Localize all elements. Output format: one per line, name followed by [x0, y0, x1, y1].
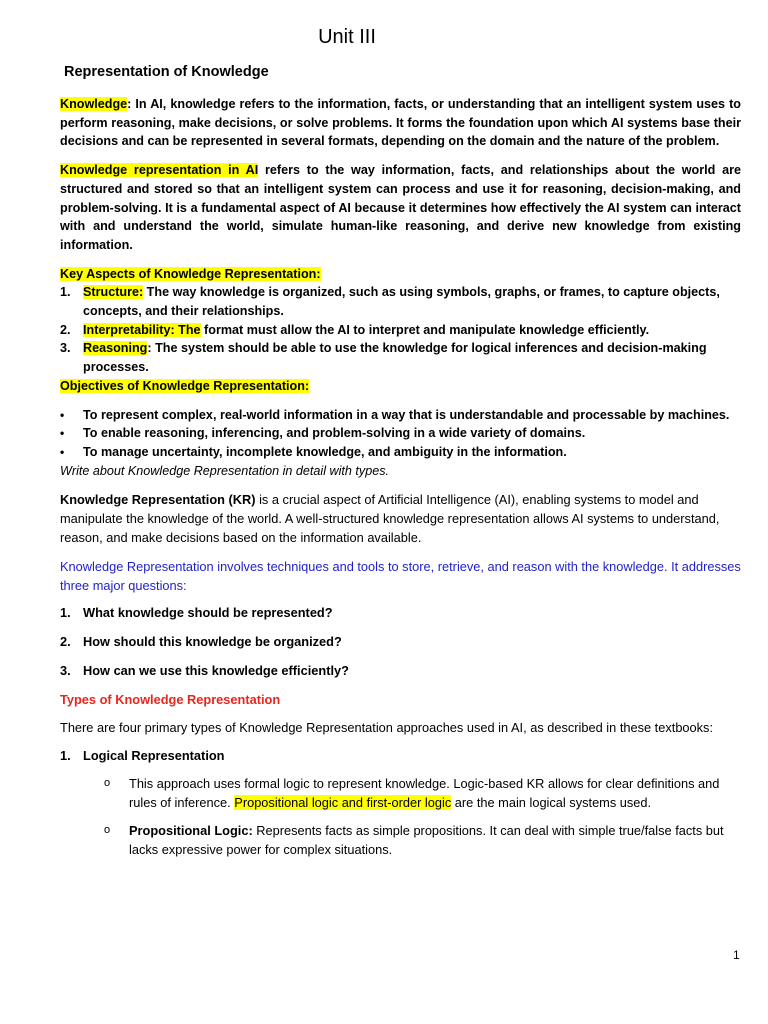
kr-in-ai-paragraph: [60, 161, 741, 255]
document-body: [60, 95, 741, 859]
key-aspect-item: 2. Interpretability: The format must allow the AI to interpret and manipulate knowledge efficiently.: [60, 322, 650, 337]
circle-bullet-icon: o: [104, 824, 111, 837]
logical-representation-item: 1. Logical Representation: [60, 748, 225, 764]
question-item: 3. How can we use this knowledge efficiently?: [60, 663, 349, 679]
bullet-icon: •: [60, 444, 65, 459]
question-item: 2. How should this knowledge be organized?: [60, 634, 342, 650]
knowledge-text: : In AI, knowledge refers to the information, facts, or understanding that an intelligent system uses to perform reasoning, make decisions, or solve problems. It forms the foundation upon which AI systems base their decisions and can be represented in several formats, depending on the domain and the nature of the problem.: [60, 97, 741, 149]
key-aspects-heading: Key Aspects of Knowledge Representation:: [60, 266, 321, 281]
logical-subitem: o Propositional Logic: Represents facts as simple propositions. It can deal with simple true/false facts but lacks expressive power for complex situations.: [104, 823, 724, 858]
question-item: 1. What knowledge should be represented?: [60, 605, 333, 621]
objective-item: • To manage uncertainty, incomplete knowledge, and ambiguity in the information.: [60, 443, 741, 462]
bullet-icon: •: [60, 407, 65, 422]
exam-question: Write about Knowledge Representation in detail with types.: [60, 463, 390, 478]
key-aspect-item: 3. Reasoning: The system should be able to use the knowledge for logical inferences and decision-making processes.: [60, 341, 707, 375]
kr-section: [60, 490, 741, 859]
page-number: 1: [733, 948, 740, 962]
kr-in-ai-text: refers to the way information, facts, and relationships about the world are structured and stored so that an intelligent system can process and use it for reasoning, decision-making, and problem-solving. It is a fundamental aspect of AI because it determines how effectively the AI system can interact with and understand the world, simulate human-like reasoning, and derive new knowledge from existing information.: [60, 163, 741, 252]
kr-in-ai-term: Knowledge representation in AI: [60, 163, 259, 178]
objective-item: • To represent complex, real-world information in a way that is understandable and processable by machines.: [60, 406, 741, 425]
circle-bullet-icon: o: [104, 777, 111, 790]
knowledge-paragraph: [60, 95, 741, 151]
kr-paragraph: [60, 490, 741, 547]
kr-text: is a crucial aspect of Artificial Intelligence (AI), enabling systems to model and manipulate the knowledge of the world. A well-structured knowledge representation allows AI systems to understand, reason, and make decisions based on the information available.: [60, 492, 720, 546]
intro-section: [60, 95, 741, 480]
types-intro: There are four primary types of Knowledge Representation approaches used in AI, as described in these textbooks:: [60, 720, 714, 736]
kr-term: Knowledge Representation (KR): [60, 492, 256, 508]
bullet-icon: •: [60, 426, 65, 441]
types-heading: Types of Knowledge Representation: [60, 692, 281, 708]
objectives-heading: Objectives of Knowledge Representation:: [60, 378, 310, 393]
section-title: Representation of Knowledge: [64, 64, 269, 80]
unit-title: Unit III: [318, 26, 376, 48]
knowledge-term: Knowledge: [60, 97, 128, 111]
objective-item: • To enable reasoning, inferencing, and problem-solving in a wide variety of domains.: [60, 424, 741, 443]
techniques-paragraph: Knowledge Representation involves techniques and tools to store, retrieve, and reason with the knowledge. It addresses three major questions:: [60, 559, 741, 594]
logical-subitem: o This approach uses formal logic to represent knowledge. Logic-based KR allows for clear definitions and rules of inference. Propositional logic and first-order logic are the main logical systems used.: [104, 776, 720, 811]
key-aspect-item: 1. Structure: The way knowledge is organized, such as using symbols, graphs, or frames, to capture objects, concepts, and their relationships.: [60, 285, 720, 319]
